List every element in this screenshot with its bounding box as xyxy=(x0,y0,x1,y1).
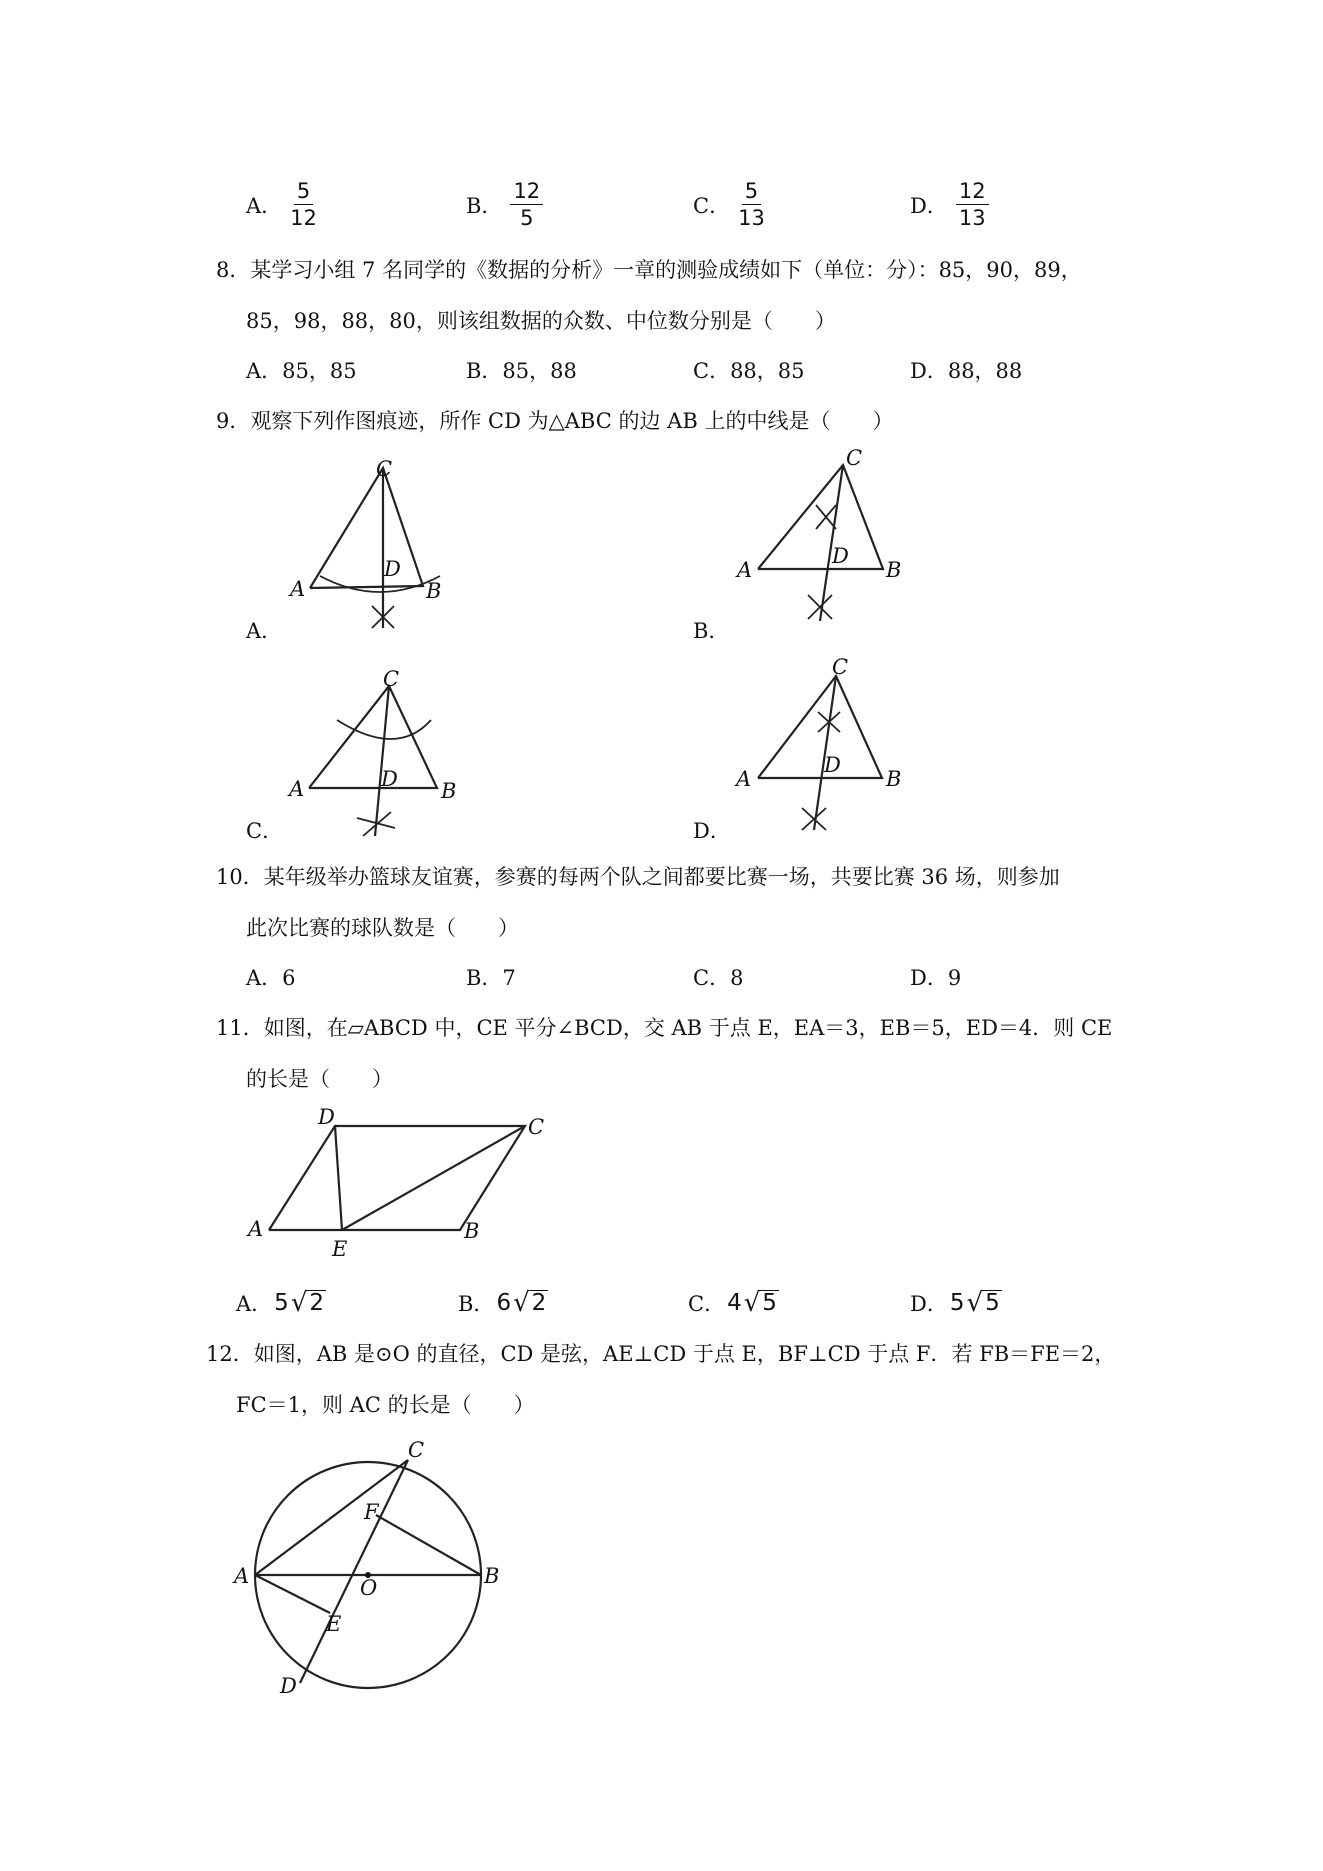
q10-option-b: B．7 xyxy=(466,966,516,990)
q7-option-c: C． $\frac{5}{13}$ xyxy=(693,179,765,231)
radical-expression: 5 √ 5 xyxy=(949,1288,1000,1318)
vertex-label-c: C xyxy=(528,1115,545,1139)
vertex-label-b: B xyxy=(886,767,902,791)
vertex-label-d: D xyxy=(824,753,841,777)
vertex-label-a: A xyxy=(737,558,753,582)
q9-choice-a-label: A． xyxy=(246,619,283,643)
point-label-a: A xyxy=(234,1564,250,1588)
fraction: $\frac{5}{12}$ xyxy=(290,179,317,231)
q11-stem-line1: 11．如图，在▱ABCD 中，CE 平分∠BCD，交 AB 于点 E，EA＝3，EB＝5，ED＝4．则 CE xyxy=(216,1016,1113,1040)
q10-option-a: A．6 xyxy=(246,966,296,990)
vertex-label-d: D xyxy=(384,557,401,581)
point-label-d: D xyxy=(280,1674,297,1695)
point-label-f: F xyxy=(364,1500,379,1524)
q10-stem-line2: 此次比赛的球队数是（ ） xyxy=(246,916,519,940)
fraction: $\frac{12}{13}$ xyxy=(956,180,989,229)
radical-expression: 5 √ 2 xyxy=(274,1288,325,1318)
q11-option-a: A． 5 √ 2 xyxy=(236,1288,325,1318)
q9-figure-c xyxy=(285,658,465,838)
fraction: $\frac{5}{13}$ xyxy=(738,179,765,231)
vertex-label-a: A xyxy=(736,767,752,791)
vertex-label-a: A xyxy=(290,577,306,601)
fraction: $\frac{12}{5}$ xyxy=(510,180,543,229)
point-label-b: B xyxy=(484,1564,500,1588)
q7-option-a: A． $\frac{5}{12}$ xyxy=(246,179,317,231)
radical-expression: 6 √ 2 xyxy=(496,1288,547,1318)
q8-option-c: C．88，85 xyxy=(693,359,805,383)
q7-option-b: B． $\frac{12}{5}$ xyxy=(466,180,543,229)
vertex-label-a: A xyxy=(248,1217,264,1241)
q9-stem: 9．观察下列作图痕迹，所作 CD 为△ABC 的边 AB 上的中线是（ ） xyxy=(216,409,894,433)
vertex-label-d: D xyxy=(318,1108,335,1129)
q8-stem-line2: 85，98，88，80，则该组数据的众数、中位数分别是（ ） xyxy=(246,309,836,333)
q10-option-d: D．9 xyxy=(910,966,962,990)
vertex-label-c: C xyxy=(846,446,863,470)
q11-option-d: D． 5 √ 5 xyxy=(910,1288,1000,1318)
q12-stem-line2: FC＝1，则 AC 的长是（ ） xyxy=(236,1393,535,1417)
q9-figure-b xyxy=(728,443,918,633)
q11-stem-line2: 的长是（ ） xyxy=(246,1067,393,1091)
vertex-label-b: B xyxy=(441,779,457,803)
vertex-label-c: C xyxy=(383,667,400,691)
q9-choice-d-label: D． xyxy=(693,819,731,843)
q11-option-b: B． 6 √ 2 xyxy=(458,1288,547,1318)
q10-option-c: C．8 xyxy=(693,966,744,990)
q9-figure-a xyxy=(280,458,450,638)
vertex-label-d: D xyxy=(381,767,398,791)
q12-stem-line1: 12．如图，AB 是⊙O 的直径，CD 是弦，AE⊥CD 于点 E，BF⊥CD 于点 F．若 FB＝FE＝2， xyxy=(206,1342,1116,1366)
vertex-label-c: C xyxy=(832,655,849,679)
q11-parallelogram-figure xyxy=(240,1108,560,1268)
radical-expression: 4 √ 5 xyxy=(727,1288,777,1318)
vertex-label-b: B xyxy=(886,558,902,582)
q8-option-d: D．88，88 xyxy=(910,359,1023,383)
vertex-label-c: C xyxy=(376,458,393,481)
q8-option-b: B．85，88 xyxy=(466,359,577,383)
q8-stem-line1: 8．某学习小组 7 名同学的《数据的分析》一章的测验成绩如下（单位：分）：85，90，89， xyxy=(216,258,1082,282)
q12-circle-figure xyxy=(230,1435,520,1695)
point-label-c: C xyxy=(408,1438,425,1462)
vertex-label-e: E xyxy=(332,1237,348,1261)
q7-option-d: D． $\frac{12}{13}$ xyxy=(910,180,989,229)
q9-choice-c-label: C． xyxy=(246,819,284,843)
q11-option-c: C． 4 √ 5 xyxy=(688,1288,777,1318)
point-label-e: E xyxy=(326,1612,342,1636)
vertex-label-b: B xyxy=(464,1219,480,1243)
q8-option-a: A．85，85 xyxy=(246,359,357,383)
q9-figure-d xyxy=(728,648,918,838)
point-label-o: O xyxy=(360,1576,378,1600)
vertex-label-d: D xyxy=(832,544,849,568)
vertex-label-b: B xyxy=(426,579,442,603)
q9-choice-b-label: B． xyxy=(693,619,730,643)
vertex-label-a: A xyxy=(289,777,305,801)
q10-stem-line1: 10．某年级举办篮球友谊赛，参赛的每两个队之间都要比赛一场，共要比赛 36 场，则参加 xyxy=(216,865,1060,889)
